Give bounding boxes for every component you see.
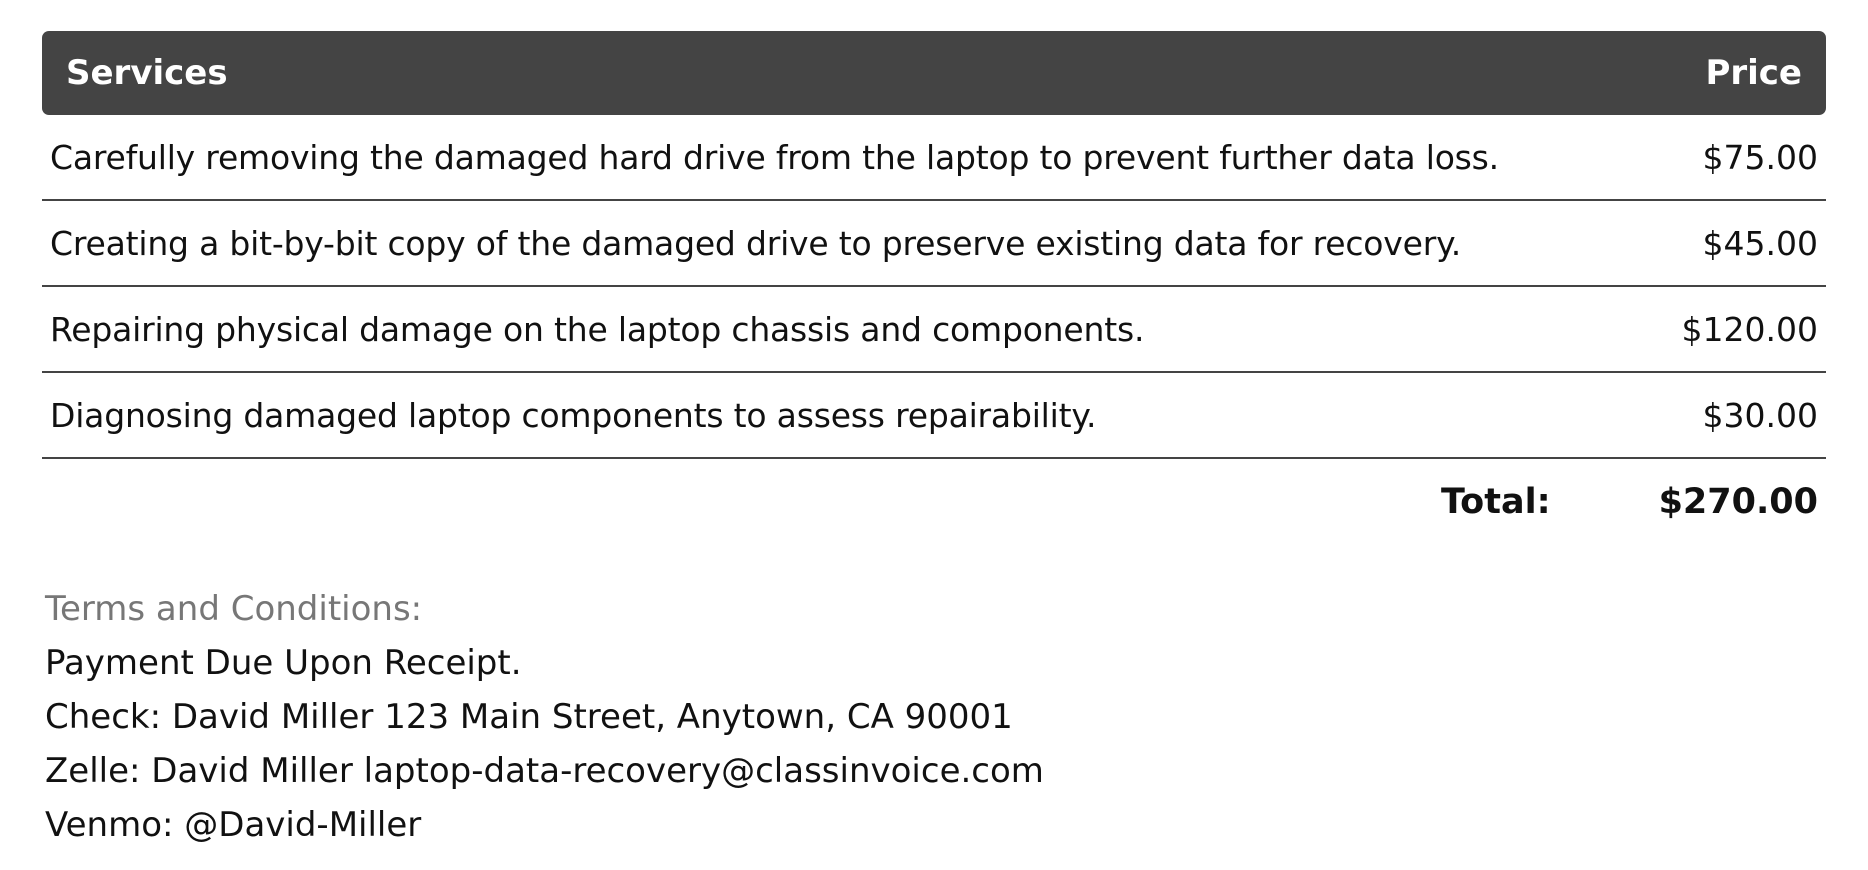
total-label: Total:: [1440, 482, 1551, 522]
terms-line-zelle: Zelle: David Miller laptop-data-recovery@classinvoice.com: [45, 751, 1044, 791]
service-price: $75.00: [1702, 137, 1818, 177]
table-row: [42, 201, 1826, 287]
table-row: [42, 287, 1826, 373]
terms-line-venmo: Venmo: @David-Miller: [45, 805, 422, 845]
service-description: Creating a bit-by-bit copy of the damaged drive to preserve existing data for recovery.: [50, 223, 1462, 263]
service-price: $30.00: [1702, 395, 1818, 435]
terms-title: Terms and Conditions:: [45, 589, 423, 629]
service-description: Diagnosing damaged laptop components to assess repairability.: [50, 395, 1097, 435]
total-value: $270.00: [1658, 482, 1818, 522]
terms-section: [45, 582, 1044, 852]
table-header: [42, 31, 1826, 115]
total-row: [42, 459, 1826, 545]
terms-line-payment: Payment Due Upon Receipt.: [45, 643, 522, 683]
services-table: [42, 31, 1826, 545]
service-price: $45.00: [1702, 223, 1818, 263]
services-column-header: Services: [66, 53, 228, 93]
table-row: [42, 115, 1826, 201]
service-description: Repairing physical damage on the laptop chassis and components.: [50, 309, 1145, 349]
price-column-header: Price: [1705, 53, 1802, 93]
terms-line-check: Check: David Miller 123 Main Street, Anytown, CA 90001: [45, 697, 1013, 737]
table-row: [42, 373, 1826, 459]
service-description: Carefully removing the damaged hard drive from the laptop to prevent further data loss.: [50, 137, 1499, 177]
service-price: $120.00: [1681, 309, 1818, 349]
